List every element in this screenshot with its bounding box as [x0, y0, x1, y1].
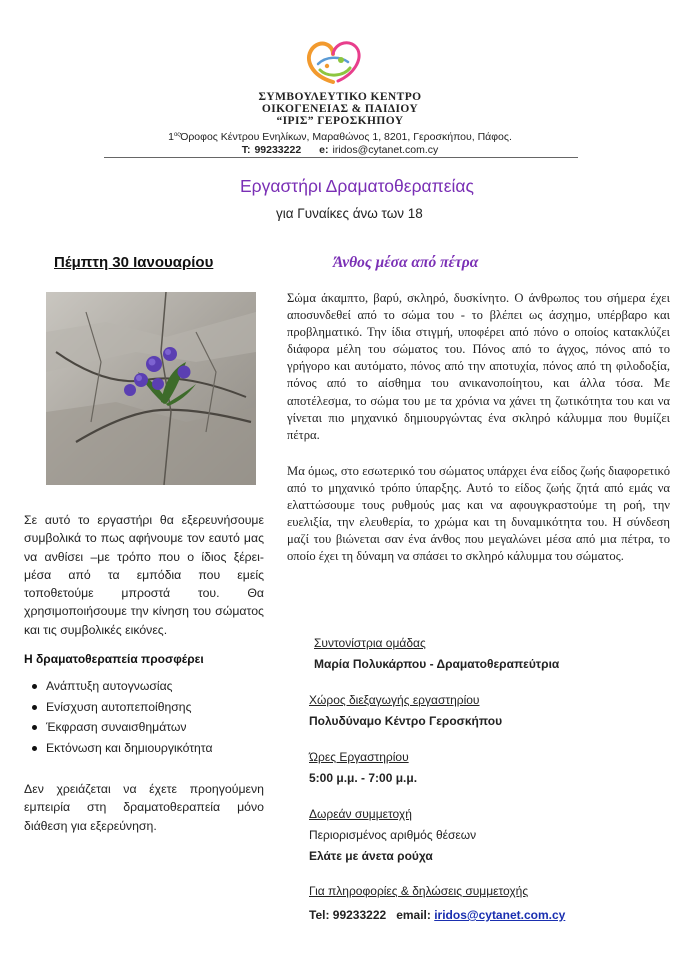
info-label: Για πληροφορίες & δηλώσεις συμμετοχής	[309, 884, 529, 898]
address-text: Όροφος Κέντρου Ενηλίκων, Μαραθώνος 1, 8201, Γεροσκήπου, Πάφος.	[180, 131, 512, 143]
offers-list	[28, 676, 213, 758]
org-name-line1: ΣΥΜΒΟΥΛΕΥΤΙΚΟ ΚΕΝΤΡΟ	[258, 91, 422, 103]
event-date: Πέμπτη 30 Ιανουαρίου	[54, 254, 214, 271]
free-participation: Δωρεάν συμμετοχή	[309, 807, 412, 821]
email-label: e:	[319, 144, 329, 156]
address-floor: 1	[168, 131, 174, 143]
address	[100, 131, 580, 143]
iris-logo	[300, 36, 366, 88]
tel-number: 99233222	[254, 144, 302, 156]
paragraph-1: Σώμα άκαμπτο, βαρύ, σκληρό, δυσκίνητο. Ο άνθρωπος του σήμερα έχει αποσυνδεθεί από το σώμα του - το βλέπει ως άσχημο, υπέρβαρο και προβληματικό. Την ίδια στιγμή, υποφέρει από πόνο ο οποίος κατακλύζει διάφορα μέλη του σώματος του. Πόνος από το άγχος, πόνος από το γρήγορο και αυτόματο, πόνος από την αποτυχία, πόνος από τη φιλοδοξία, πόνος από το αίσθημα του ανικανοποίητου, και άλλα τόσα. Με αποτέλεσμα, το σώμα του με τα χρόνια να χάνει τη ζωτικότητα του και να γίνεται πιο μηχανικό δημιουργώντας ένα σκληρό κάλυμμα που θυμίζει πέτρα.	[287, 291, 670, 442]
page-title: Εργαστήρι Δραματοθεραπείας	[240, 176, 474, 196]
clothes-note: Ελάτε με άνετα ρούχα	[309, 849, 433, 863]
header-divider	[104, 157, 578, 158]
list-item: Εκτόνωση και δημιουργικότητα	[28, 738, 213, 759]
limited-seats: Περιορισμένος αριθμός θέσεων	[309, 828, 477, 842]
venue-label: Χώρος διεξαγωγής εργαστηρίου	[309, 693, 480, 707]
offers-heading: Η δραματοθεραπεία προσφέρει	[24, 652, 204, 666]
paragraph-2: Μα όμως, στο εσωτερικό του σώματος υπάρχει ένα είδος ζωής διαφορετικό από το μηχανικό τρόπο ύπαρξης. Αυτό το είδος ζωής ζητά από εμάς να ελαττώσουμε τους ρυθμούς μας και να αφουγκραστούμε τη ροή, την ευελιξία, την ελευθερία, το χρώμα και τη δυναμικότητα του. Η σύνδεση μαζί του βιώνεται σαν ένα άνθος που μεγαλώνει μέσα από μια πέτρα, το οποίο έχει τη δύναμη να σπάσει το σκληρό κάλυμμα του σώματος.	[287, 464, 670, 564]
bullet-icon	[32, 684, 37, 689]
flower-in-rock-photo	[46, 292, 256, 485]
hours-label: Ώρες Εργαστηρίου	[309, 750, 409, 764]
bullet-icon	[32, 705, 37, 710]
list-item: Έκφραση συναισθημάτων	[28, 717, 213, 738]
bullet-icon	[32, 725, 37, 730]
footer-email-link[interactable]: iridos@cytanet.com.cy	[434, 908, 566, 922]
footer-contact	[309, 908, 565, 922]
closing-paragraph: Δεν χρειάζεται να έχετε προηγούμενη εμπειρία στη δραματοθεραπεία μόνο διάθεση για εξερεύνηση.	[24, 782, 264, 833]
org-name-line2: ΟΙΚΟΓΕΝΕΙΑΣ & ΠΑΙΔΙΟΥ	[261, 103, 419, 115]
tel-label: T:	[241, 144, 251, 156]
section-heading: Άνθος μέσα από πέτρα	[333, 254, 479, 271]
bullet-icon	[32, 746, 37, 751]
org-name-line3: “ΙΡΙΣ” ΓΕΡΟΣΚΗΠΟΥ	[276, 115, 404, 127]
list-item: Ενίσχυση αυτοπεποίθησης	[28, 697, 213, 718]
venue-name: Πολυδύναμο Κέντρο Γεροσκήπου	[309, 714, 503, 728]
page-subtitle: για Γυναίκες άνω των 18	[276, 206, 423, 221]
coordinator-name: Μαρία Πολυκάρπου - Δραματοθεραπεύτρια	[314, 657, 560, 671]
hours-value: 5:00 μ.μ. - 7:00 μ.μ.	[309, 771, 418, 785]
footer-email-label: email:	[396, 908, 431, 922]
list-item: Ανάπτυξη αυτογνωσίας	[28, 676, 213, 697]
header-contact	[100, 144, 580, 156]
coordinator-label: Συντονίστρια ομάδας	[314, 636, 426, 650]
address-sup: ος	[173, 132, 181, 138]
intro-paragraph: Σε αυτό το εργαστήρι θα εξερευνήσουμε συμβολικά το πως αφήνουμε τον εαυτό μας να ανθίσει –με τρόπο που ο ίδιος ξέρει- μέσα από τα εμπόδια που εμείς τοποθετούμε μπροστά του. Θα χρησιμοποιήσουμε την κίνηση του σώματος και τις συμβολικές εικόνες.	[24, 513, 264, 637]
footer-tel: Tel: 99233222	[309, 908, 387, 922]
header-email-link[interactable]: iridos@cytanet.com.cy	[332, 144, 439, 156]
